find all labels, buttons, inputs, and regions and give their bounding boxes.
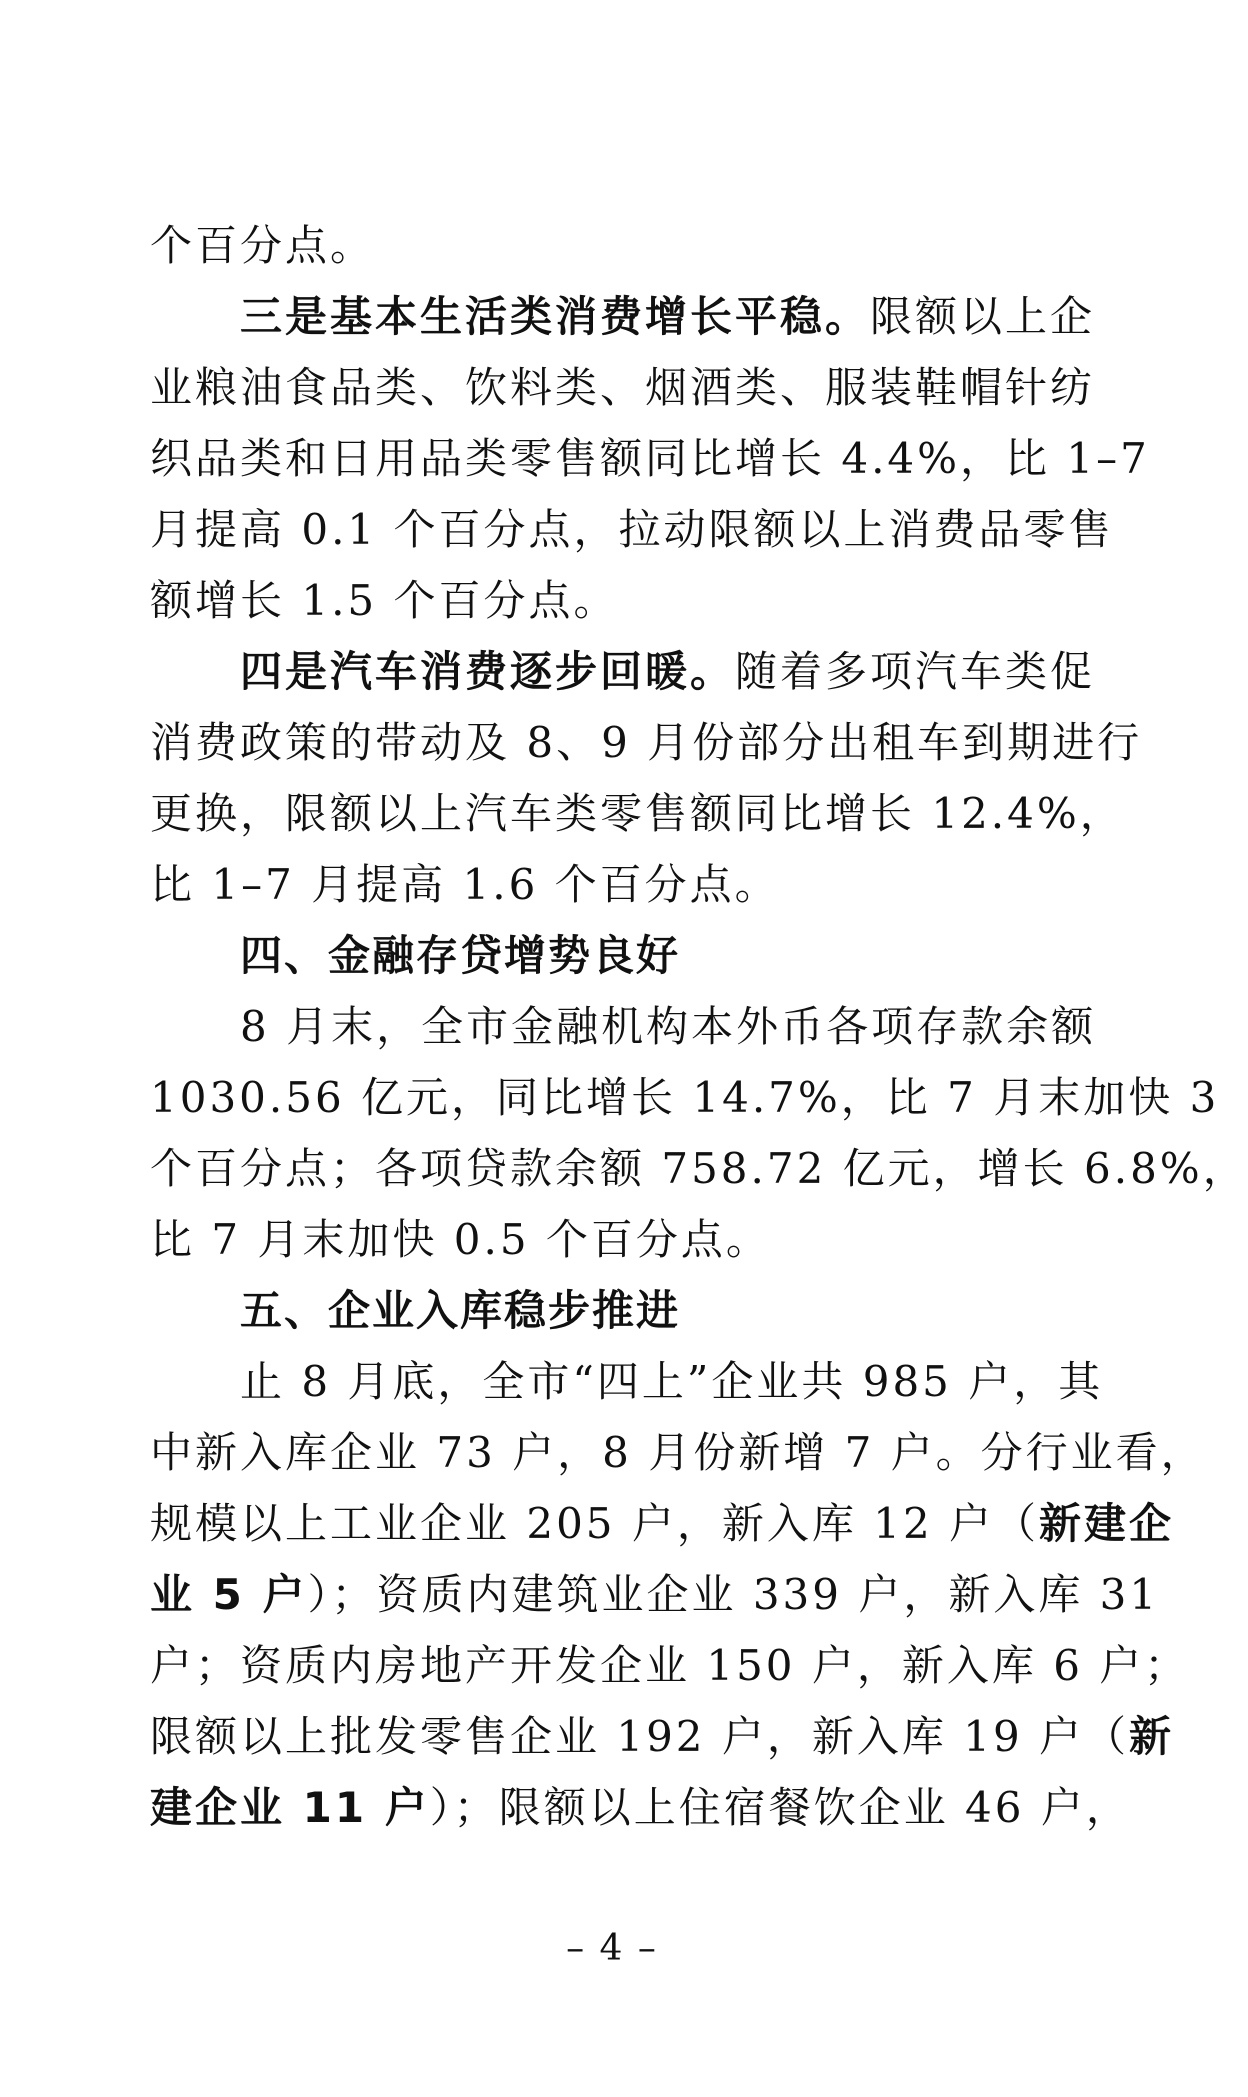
bold-note: 新建企	[1039, 1499, 1175, 1548]
text-line: 止 8 月底，全市“四上”企业共 985 户，其	[240, 1357, 1104, 1406]
text-line: 限额以上批发零售企业 192 户，新入库 19 户（新	[150, 1712, 1175, 1761]
text-line: 织品类和日用品类零售额同比增长 4.4%，比 1–7	[150, 434, 1150, 483]
section-heading: 四、金融存贷增势良好	[240, 931, 681, 980]
document-body	[150, 210, 1248, 1843]
text-line: 建企业 11 户）；限额以上住宿餐饮企业 46 户，	[150, 1783, 1131, 1832]
text-line: 个百分点。	[150, 221, 376, 270]
text-line: 比 1–7 月提高 1.6 个百分点。	[150, 860, 780, 909]
text-line: 月提高 0.1 个百分点，拉动限额以上消费品零售	[150, 505, 1114, 554]
text-line: 中新入库企业 73 户，8 月份新增 7 户。分行业看，	[150, 1428, 1206, 1477]
text-line: 消费政策的带动及 8、9 月份部分出租车到期进行	[150, 718, 1143, 767]
text-line: 额增长 1.5 个百分点。	[150, 576, 619, 625]
subsection-lead-line: 四是汽车消费逐步回暖。随着多项汽车类促	[240, 647, 1096, 696]
bold-note: 建企业 11 户	[150, 1783, 430, 1832]
text-line: 更换，限额以上汽车类零售额同比增长 12.4%，	[150, 789, 1125, 838]
text-line: 户；资质内房地产开发企业 150 户，新入库 6 户；	[150, 1641, 1190, 1690]
subsection-title: 四是汽车消费逐步回暖。	[240, 647, 736, 696]
subsection-lead-line: 三是基本生活类消费增长平稳。限额以上企	[240, 292, 1096, 341]
page-number: – 4 –	[566, 1928, 658, 1969]
text-line: 业 5 户）；资质内建筑业企业 339 户，新入库 31	[150, 1570, 1160, 1619]
text-line: 比 7 月末加快 0.5 个百分点。	[150, 1215, 771, 1264]
section-heading: 五、企业入库稳步推进	[240, 1286, 681, 1335]
text-line: 个百分点；各项贷款余额 758.72 亿元，增长 6.8%，	[150, 1144, 1248, 1193]
text-line: 规模以上工业企业 205 户，新入库 12 户（新建企	[150, 1499, 1175, 1548]
subsection-title: 三是基本生活类消费增长平稳。	[240, 292, 871, 341]
bold-note: 业 5 户	[150, 1570, 308, 1619]
text-line: 8 月末，全市金融机构本外币各项存款余额	[240, 1002, 1097, 1051]
text-line: 业粮油食品类、饮料类、烟酒类、服装鞋帽针纺	[150, 363, 1096, 412]
text-line: 1030.56 亿元，同比增长 14.7%，比 7 月末加快 3	[150, 1073, 1220, 1122]
bold-note: 新	[1129, 1712, 1175, 1761]
